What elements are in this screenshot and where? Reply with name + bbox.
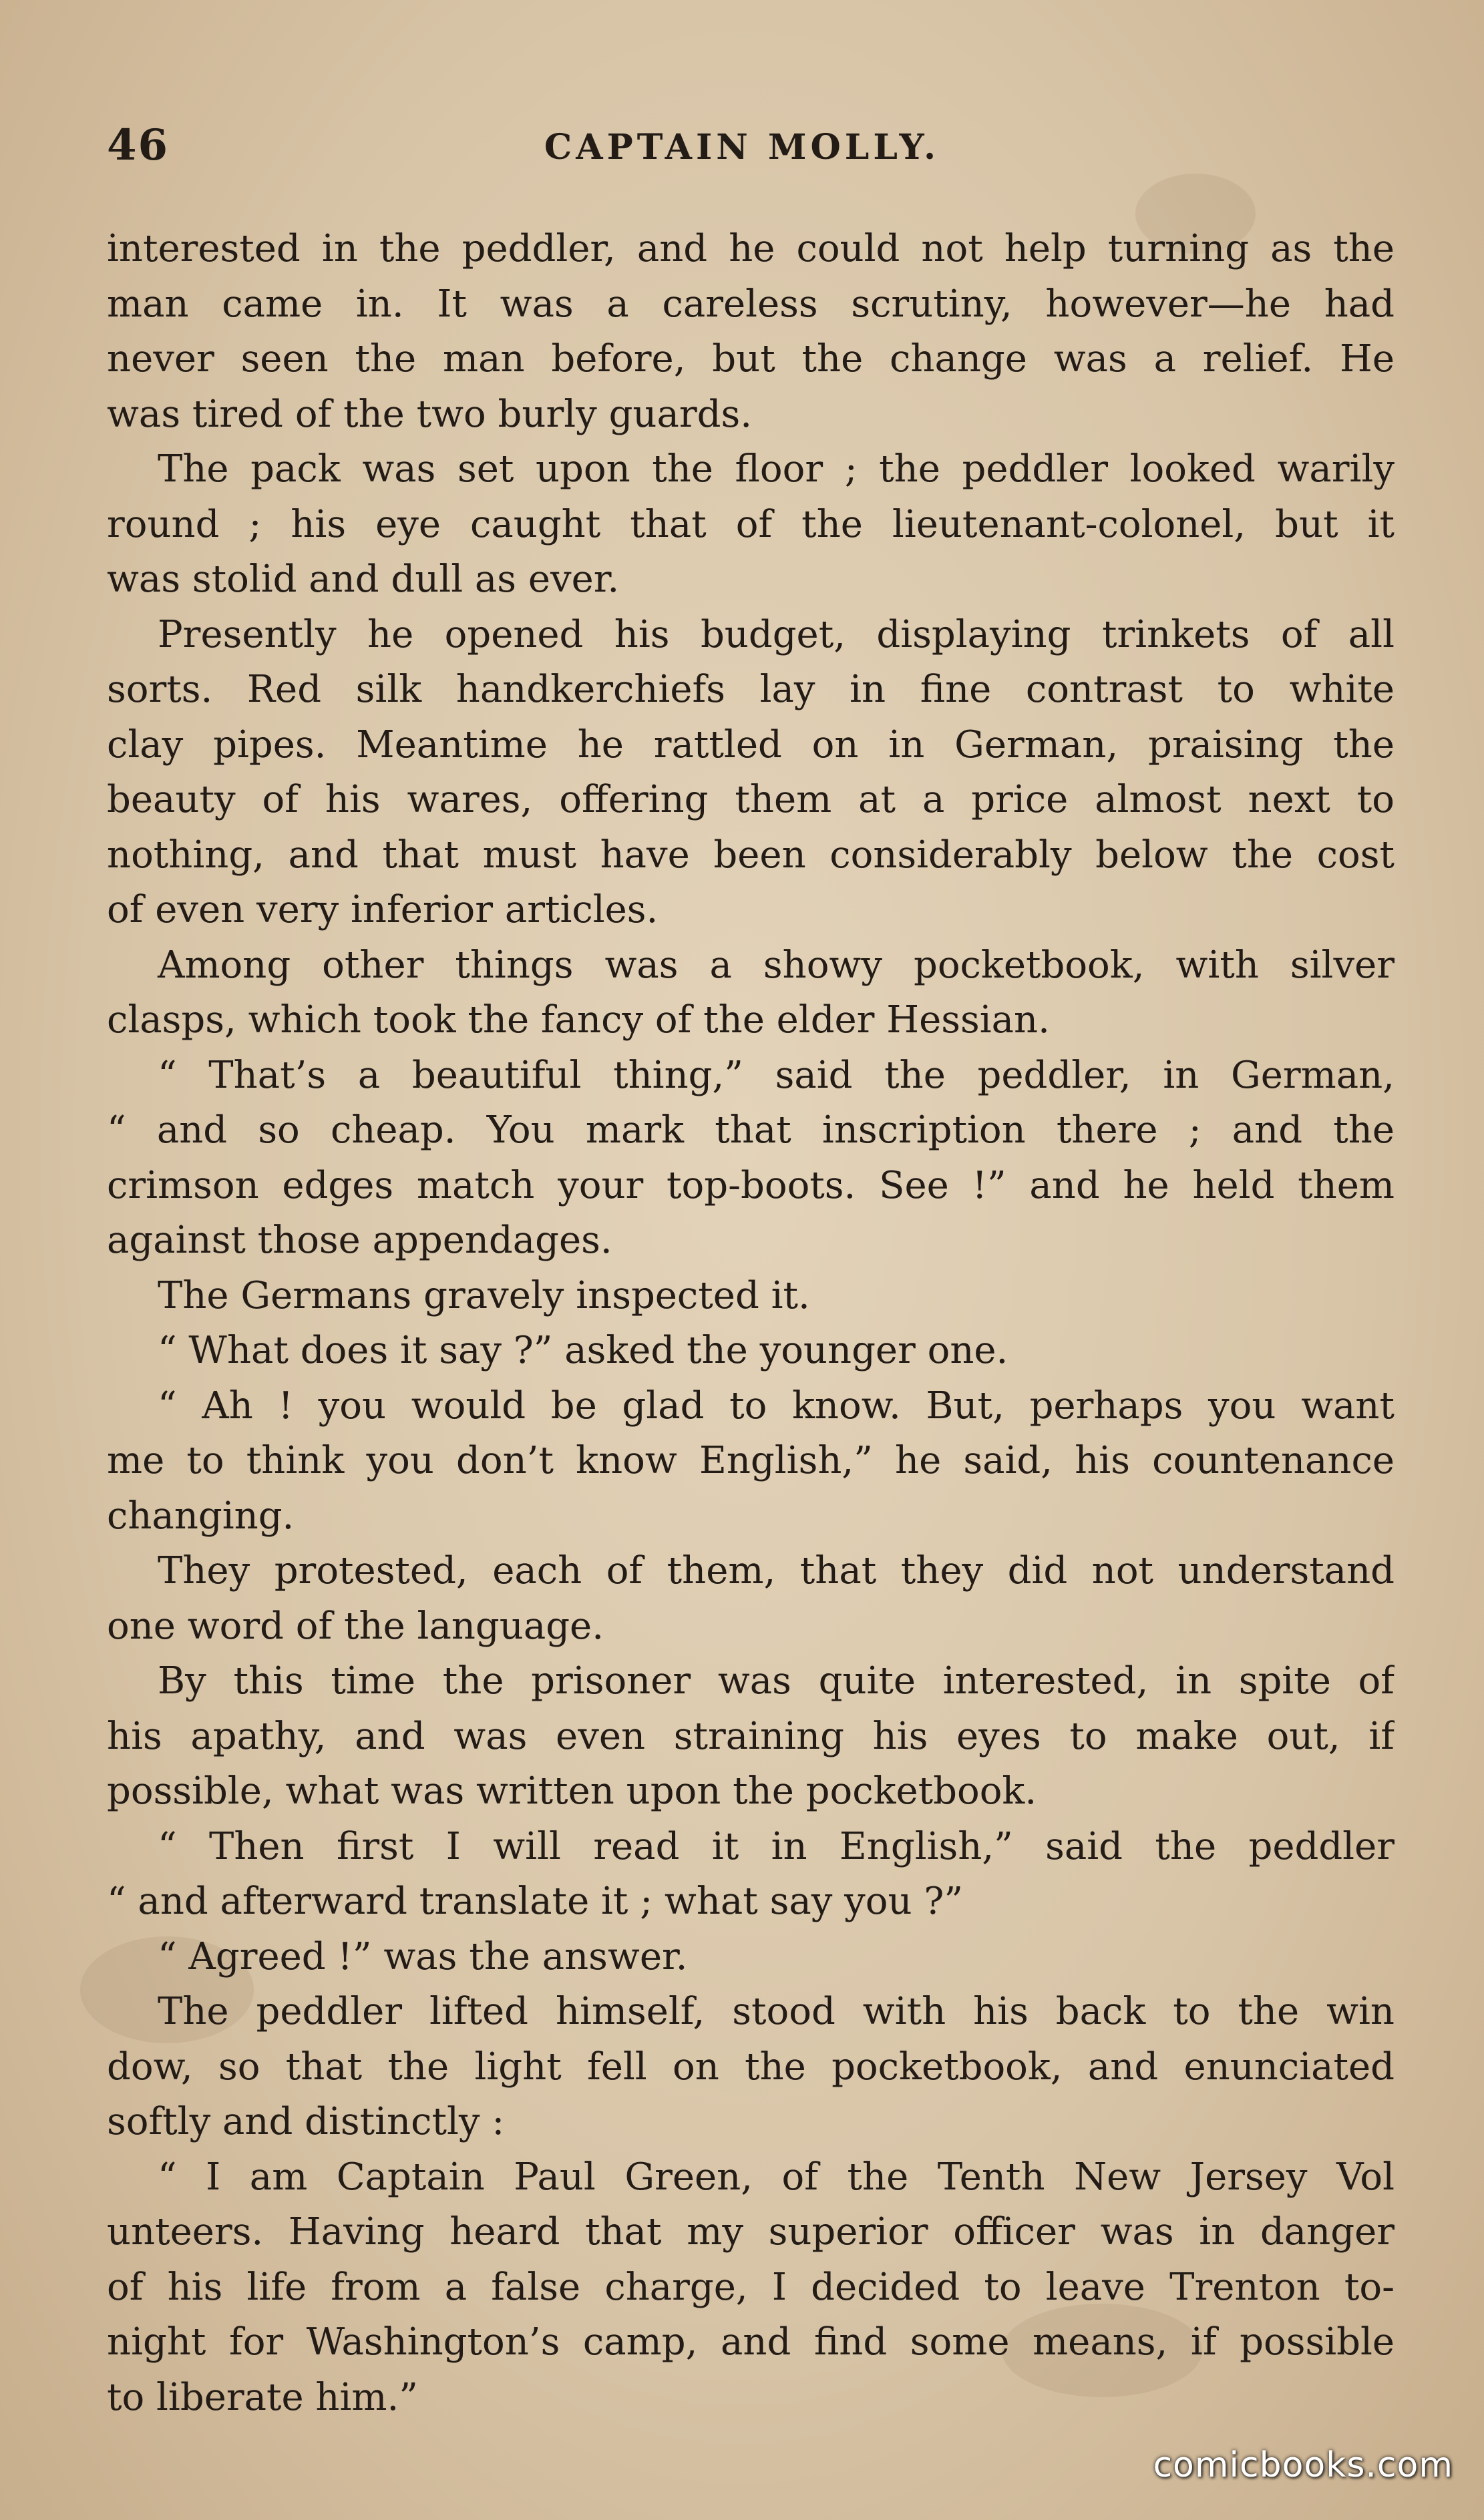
text-line: The peddler lifted himself, stood with his back to the win bbox=[158, 1990, 1395, 2033]
text-line: By this time the prisoner was quite interested, in spite of bbox=[158, 1659, 1395, 1703]
text-line: Among other things was a showy pocketbook, with silver bbox=[158, 943, 1395, 987]
text-line: crimson edges match your top-boots. See !” and he held them bbox=[107, 1163, 1395, 1207]
text-line: beauty of his wares, offering them at a price almost next to bbox=[107, 778, 1395, 821]
page-number: 46 bbox=[107, 120, 170, 170]
text-line: Presently he opened his budget, displaying trinkets of all bbox=[158, 612, 1395, 656]
text-line: clay pipes. Meantime he rattled on in German, praising the bbox=[107, 722, 1395, 767]
text-line: to liberate him.” bbox=[107, 2375, 418, 2419]
text-line: softly and distinctly : bbox=[107, 2100, 505, 2143]
text-line: The Germans gravely inspected it. bbox=[158, 1273, 810, 1317]
text-line: against those appendages. bbox=[107, 1219, 612, 1262]
text-line: interested in the peddler, and he could not help turning as the bbox=[107, 227, 1395, 270]
text-line: never seen the man before, but the change was a relief. He bbox=[107, 337, 1395, 381]
text-line: “ That’s a beautiful thing,” said the peddler, in German, bbox=[158, 1053, 1395, 1097]
text-line: sorts. Red silk handkerchiefs lay in fine contrast to white bbox=[107, 668, 1395, 711]
text-line: The pack was set upon the floor ; the peddler looked warily bbox=[158, 447, 1395, 491]
text-line: “ What does it say ?” asked the younger one. bbox=[158, 1329, 1008, 1372]
body-text bbox=[107, 222, 1395, 2425]
text-line: dow, so that the light fell on the pocketbook, and enunciated bbox=[107, 2045, 1395, 2089]
text-line: “ Ah ! you would be glad to know. But, perhaps you want bbox=[158, 1384, 1395, 1428]
text-line: possible, what was written upon the pocketbook. bbox=[107, 1769, 1037, 1813]
text-line: unteers. Having heard that my superior officer was in danger bbox=[107, 2210, 1395, 2254]
text-line: “ Then first I will read it in English,” said the peddler bbox=[158, 1824, 1395, 1868]
text-line: man came in. It was a careless scrutiny, however—he had bbox=[107, 282, 1395, 326]
text-line: night for Washington’s camp, and find some means, if possible bbox=[107, 2320, 1395, 2364]
running-head: CAPTAIN MOLLY. bbox=[544, 127, 940, 168]
text-line: was stolid and dull as ever. bbox=[107, 558, 620, 601]
text-line: of his life from a false charge, I decided to leave Trenton to- bbox=[107, 2265, 1395, 2309]
text-line: one word of the language. bbox=[107, 1604, 604, 1648]
text-line: round ; his eye caught that of the lieutenant-colonel, but it bbox=[107, 502, 1395, 546]
text-line: “ Agreed !” was the answer. bbox=[158, 1934, 688, 1978]
text-line: of even very inferior articles. bbox=[107, 888, 659, 931]
text-line: his apathy, and was even straining his eyes to make out, if bbox=[107, 1714, 1395, 1758]
text-line: was tired of the two burly guards. bbox=[107, 392, 753, 436]
text-line: They protested, each of them, that they did not understand bbox=[158, 1549, 1395, 1593]
text-line: nothing, and that must have been considerably below the cost bbox=[107, 833, 1395, 877]
text-line: changing. bbox=[107, 1494, 295, 1538]
text-line: “ and afterward translate it ; what say you ?” bbox=[107, 1880, 964, 1923]
text-line: clasps, which took the fancy of the elder Hessian. bbox=[107, 998, 1050, 1042]
text-line: “ I am Captain Paul Green, of the Tenth New Jersey Vol bbox=[158, 2155, 1395, 2199]
watermark-text: comicbooks.com bbox=[1153, 2445, 1453, 2485]
text-line: “ and so cheap. You mark that inscription there ; and the bbox=[107, 1108, 1395, 1152]
text-line: me to think you don’t know English,” he said, his countenance bbox=[107, 1439, 1395, 1482]
